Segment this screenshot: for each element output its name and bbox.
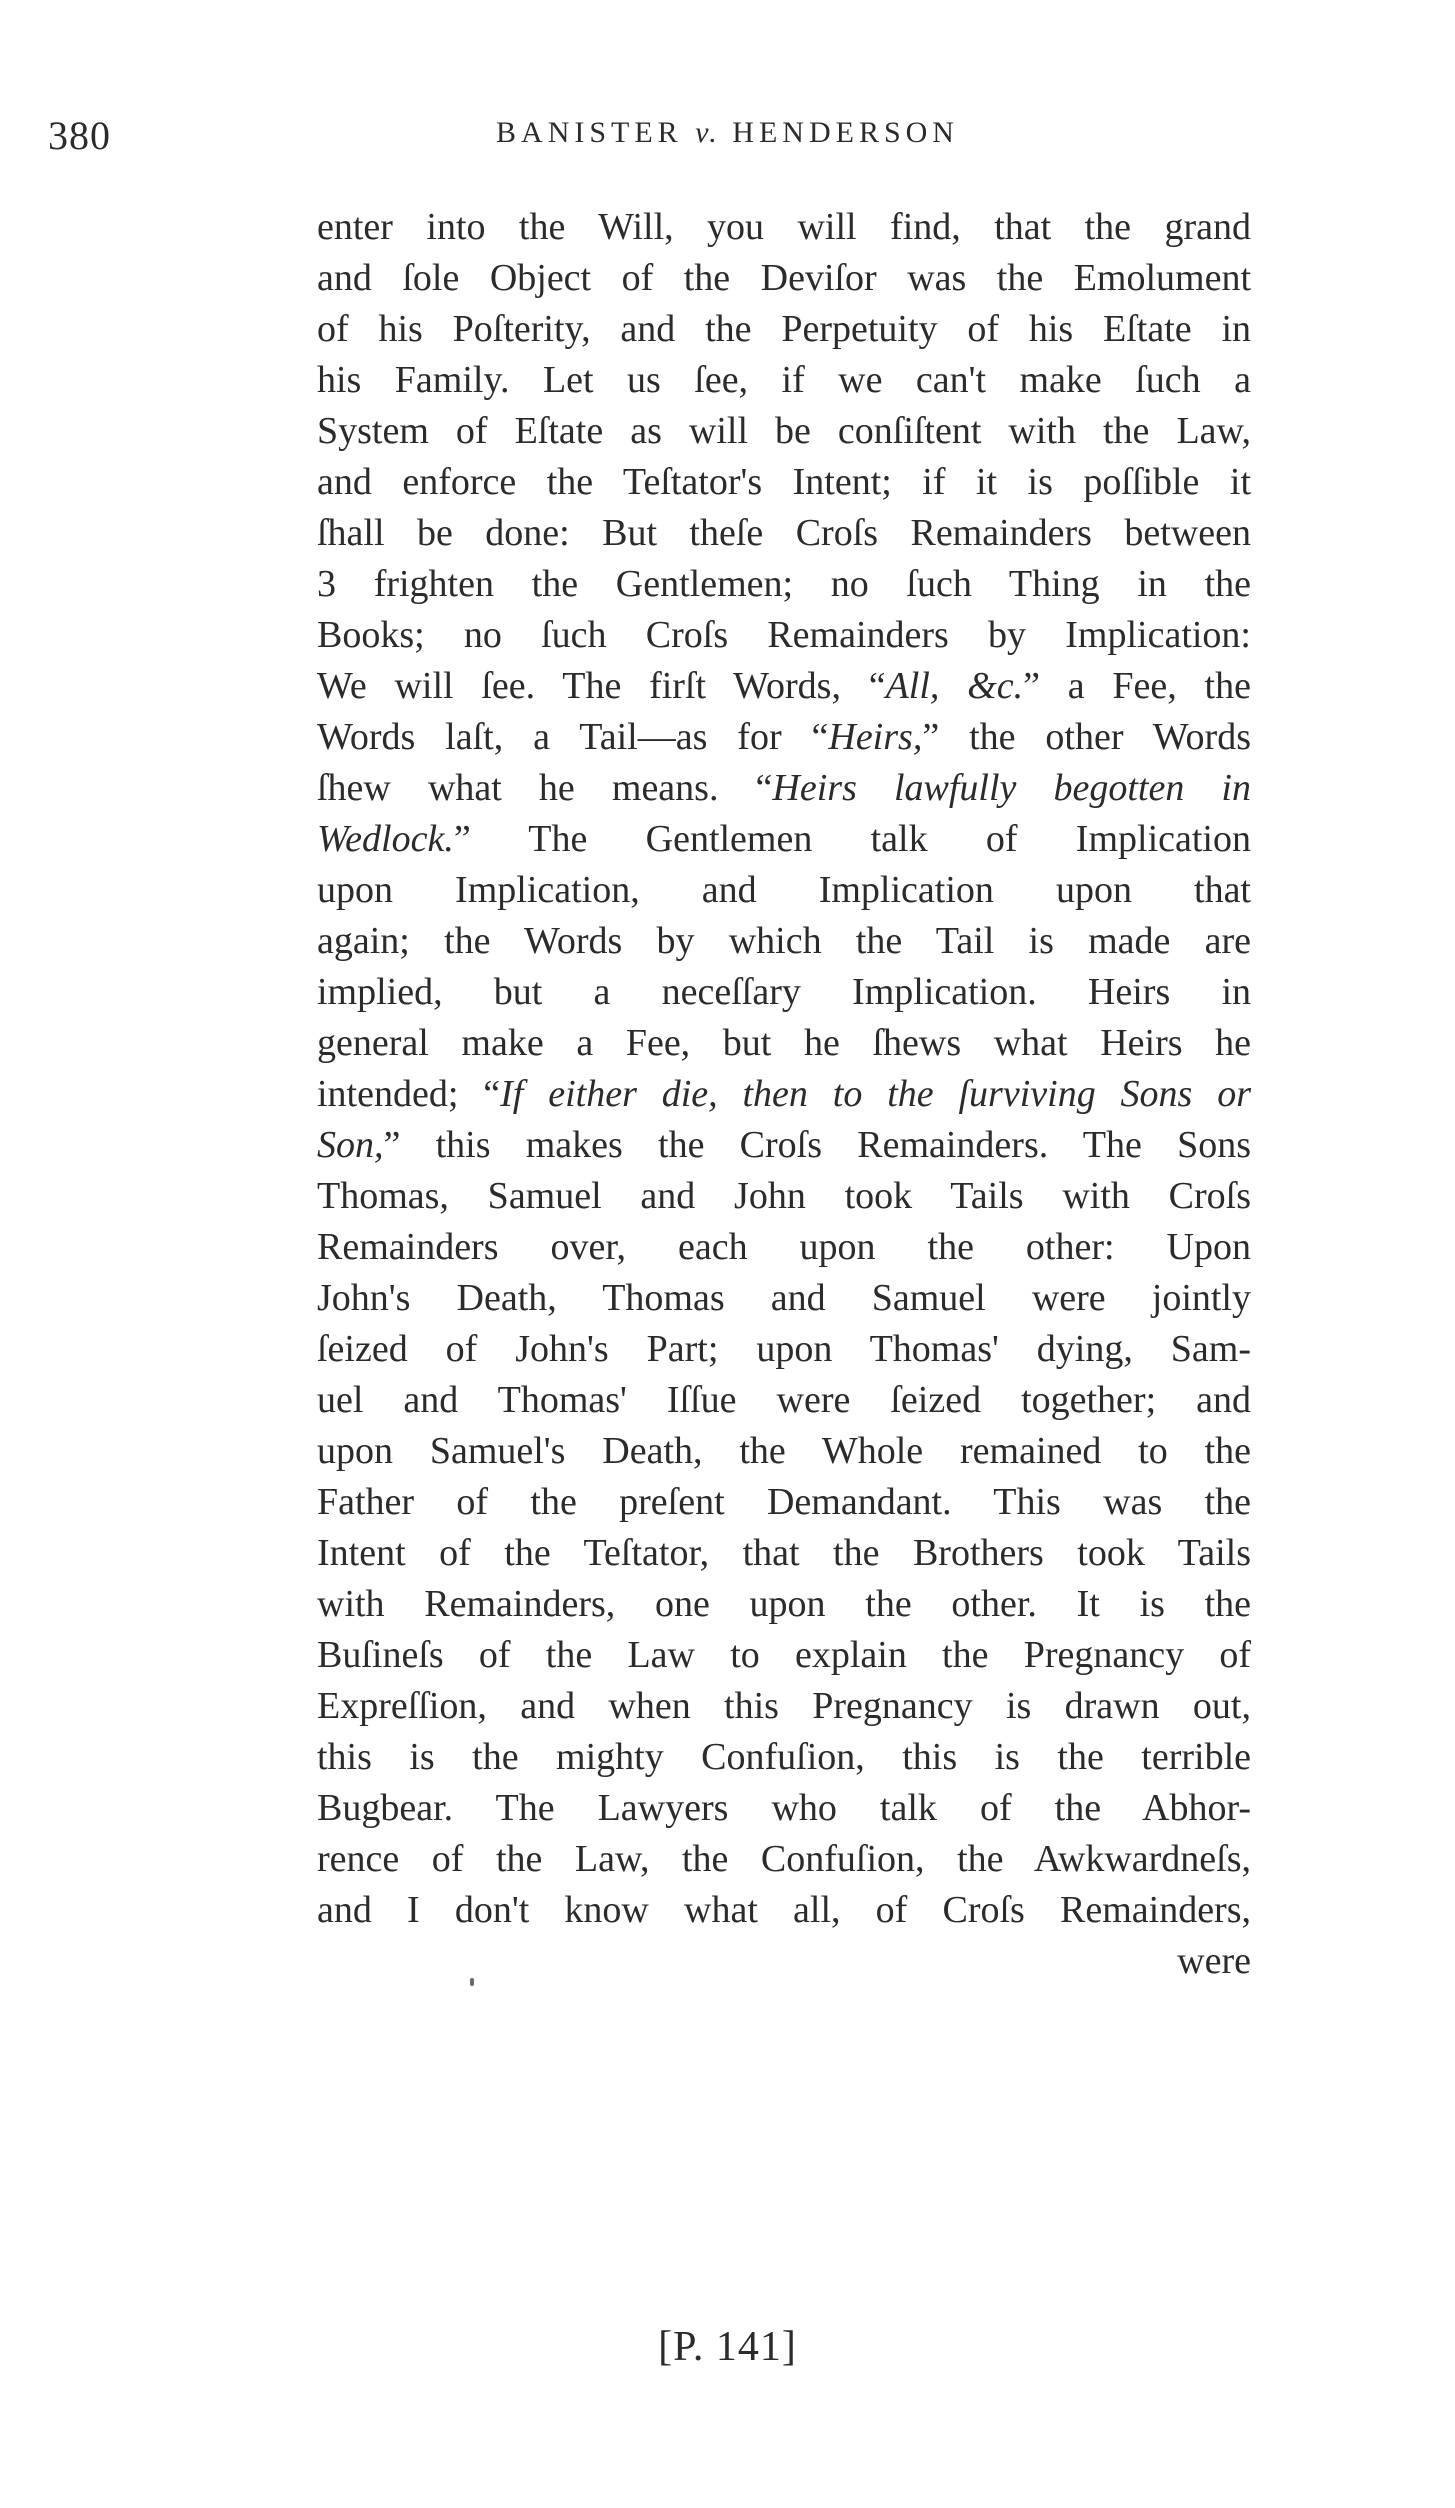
text-line: Intent of the Teſtator, that the Brothers took Tails <box>317 1532 1251 1574</box>
text-line <box>317 712 1251 763</box>
text-line: implied, but a neceſſary Implication. Heirs in <box>317 971 1251 1013</box>
text-line: 3 frighten the Gentlemen; no ſuch Thing in the <box>317 563 1251 605</box>
text-line: Bugbear. The Lawyers who talk of the Abhor- <box>317 1787 1251 1829</box>
text-line: and ſole Object of the Deviſor was the Emolument <box>317 257 1251 299</box>
text-line: ſeized of John's Part; upon Thomas' dying, Sam- <box>317 1328 1251 1370</box>
text-line <box>317 814 1251 865</box>
text-line: Buſineſs of the Law to explain the Pregnancy of <box>317 1634 1251 1676</box>
text-segment: ” The Gentlemen talk of Implication <box>453 818 1251 860</box>
text-line <box>317 1120 1251 1171</box>
folio: [P. 141] <box>658 2324 797 2370</box>
text-line: his Family. Let us ſee, if we can't make ſuch a <box>317 359 1251 401</box>
running-head <box>0 116 1455 150</box>
text-line: Remainders over, each upon the other: Upon <box>317 1226 1251 1268</box>
italic-segment: If either die, then to the ſurviving Sons or <box>500 1073 1251 1115</box>
text-line: general make a Fee, but he ſhews what Heirs he <box>317 1022 1251 1064</box>
text-line <box>317 1069 1251 1120</box>
running-head-right: HENDERSON <box>719 116 959 149</box>
text-line: John's Death, Thomas and Samuel were jointly <box>317 1277 1251 1319</box>
text-line: uel and Thomas' Iſſue were ſeized together; and <box>317 1379 1251 1421</box>
text-line: upon Implication, and Implication upon that <box>317 869 1251 911</box>
italic-segment: Heirs lawfully begotten in <box>772 767 1251 809</box>
text-line: System of Eſtate as will be conſiſtent with the Law, <box>317 410 1251 452</box>
text-line <box>317 661 1251 712</box>
text-line <box>317 763 1251 814</box>
italic-segment: Wedlock. <box>317 818 454 860</box>
text-line: enter into the Will, you will find, that the grand <box>317 206 1251 248</box>
text-segment: Words laſt, a Tail—as for “ <box>317 716 829 758</box>
catchword: were <box>1177 1940 1251 1982</box>
text-line: this is the mighty Confuſion, this is the terrible <box>317 1736 1251 1778</box>
italic-segment: Son, <box>317 1124 384 1166</box>
italic-segment: Heirs, <box>828 716 923 758</box>
text-line: Father of the preſent Demandant. This was the <box>317 1481 1251 1523</box>
text-line: and enforce the Teſtator's Intent; if it is poſſible it <box>317 461 1251 503</box>
page-number: 380 <box>48 113 111 158</box>
body-text <box>317 202 1251 1987</box>
text-line: upon Samuel's Death, the Whole remained to the <box>317 1430 1251 1472</box>
catch-mark <box>470 1978 474 1986</box>
text-line: Thomas, Samuel and John took Tails with Croſs <box>317 1175 1251 1217</box>
text-line: Books; no ſuch Croſs Remainders by Implication: <box>317 614 1251 656</box>
text-line: rence of the Law, the Confuſion, the Awkwardneſs, <box>317 1838 1251 1880</box>
text-line: ſhall be done: But theſe Croſs Remainders between <box>317 512 1251 554</box>
text-line: and I don't know what all, of Croſs Remainders, <box>317 1889 1251 1931</box>
text-segment: ” this makes the Croſs Remainders. The Sons <box>383 1124 1251 1166</box>
running-head-versus: v. <box>695 116 720 149</box>
text-line: with Remainders, one upon the other. It is the <box>317 1583 1251 1625</box>
text-line: Expreſſion, and when this Pregnancy is drawn out, <box>317 1685 1251 1727</box>
text-line: of his Poſterity, and the Perpetuity of his Eſtate in <box>317 308 1251 350</box>
text-segment: intended; “ <box>317 1073 501 1115</box>
text-segment: ” the other Words <box>922 716 1251 758</box>
text-segment: ſhew what he means. “ <box>317 767 773 809</box>
text-line: again; the Words by which the Tail is made are <box>317 920 1251 962</box>
running-head-left: BANISTER <box>496 116 696 149</box>
text-segment: ” a Fee, the <box>1023 665 1251 707</box>
text-segment: We will ſee. The firſt Words, “ <box>317 665 886 707</box>
italic-segment: All, &c. <box>885 665 1024 707</box>
